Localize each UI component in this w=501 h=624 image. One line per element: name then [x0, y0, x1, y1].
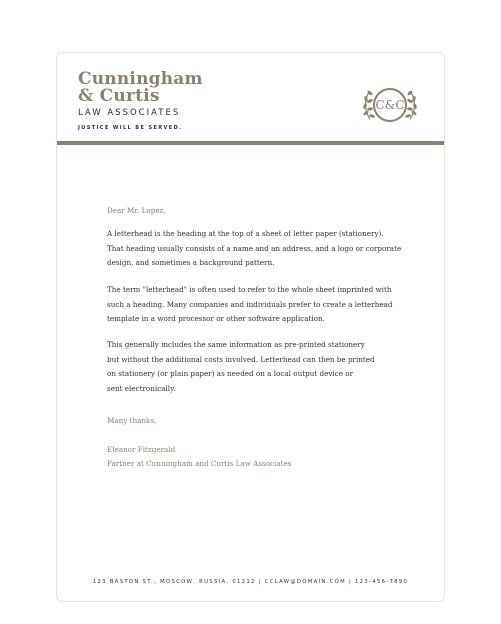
signature-name: Eleanor Fitzgerald [107, 445, 176, 454]
paragraph-line: This generally includes the same information as pre-printed stationery [107, 340, 365, 349]
paragraph-line: sent electronically. [107, 383, 176, 393]
paragraph-line: such a heading. Many companies and individuals prefer to create a letterhead [107, 299, 393, 309]
paragraph-2 [107, 283, 407, 327]
paragraph-line: That heading usually consists of a name and an address, and a logo or corporate [107, 243, 402, 253]
paragraph-line: A letterhead is the heading at the top of a sheet of letter paper (stationery). [107, 229, 384, 238]
paragraph-line: design, and sometimes a background pattern. [107, 258, 275, 267]
paragraph-1 [107, 227, 407, 271]
closing: Many thanks, [107, 416, 157, 425]
footer-contact: 123 BASTON ST., MOSCOW, RUSSIA, 01212 | CCLAW@DOMAIN.COM | 123-456-7890 [92, 579, 409, 585]
paragraph-3 [107, 338, 407, 396]
brand-subtitle: LAW ASSOCIATES [78, 108, 181, 118]
monogram-text: C&C [375, 98, 405, 112]
brand-name-line2: & Curtis [78, 86, 160, 106]
brand-name-line1: Cunningham [78, 69, 203, 89]
header-divider [57, 141, 444, 145]
paragraph-line: The term "letterhead" is often used to refer to the whole sheet imprinted with [107, 285, 392, 294]
paragraph-line: on stationery (or plain paper) as needed on a local output device or [107, 369, 354, 378]
salutation: Dear Mr. Lopez, [107, 206, 166, 215]
monogram-seal [356, 79, 424, 131]
brand-tagline: JUSTICE WILL BE SERVED. [78, 125, 183, 131]
letter-sheet [56, 52, 445, 602]
signature-title: Partner at Cunningham and Curtis Law Associates [107, 459, 292, 468]
paragraph-line: but without the additional costs involved. Letterhead can then be printed [107, 354, 375, 364]
paragraph-line: template in a word processor or other software application. [107, 314, 325, 323]
